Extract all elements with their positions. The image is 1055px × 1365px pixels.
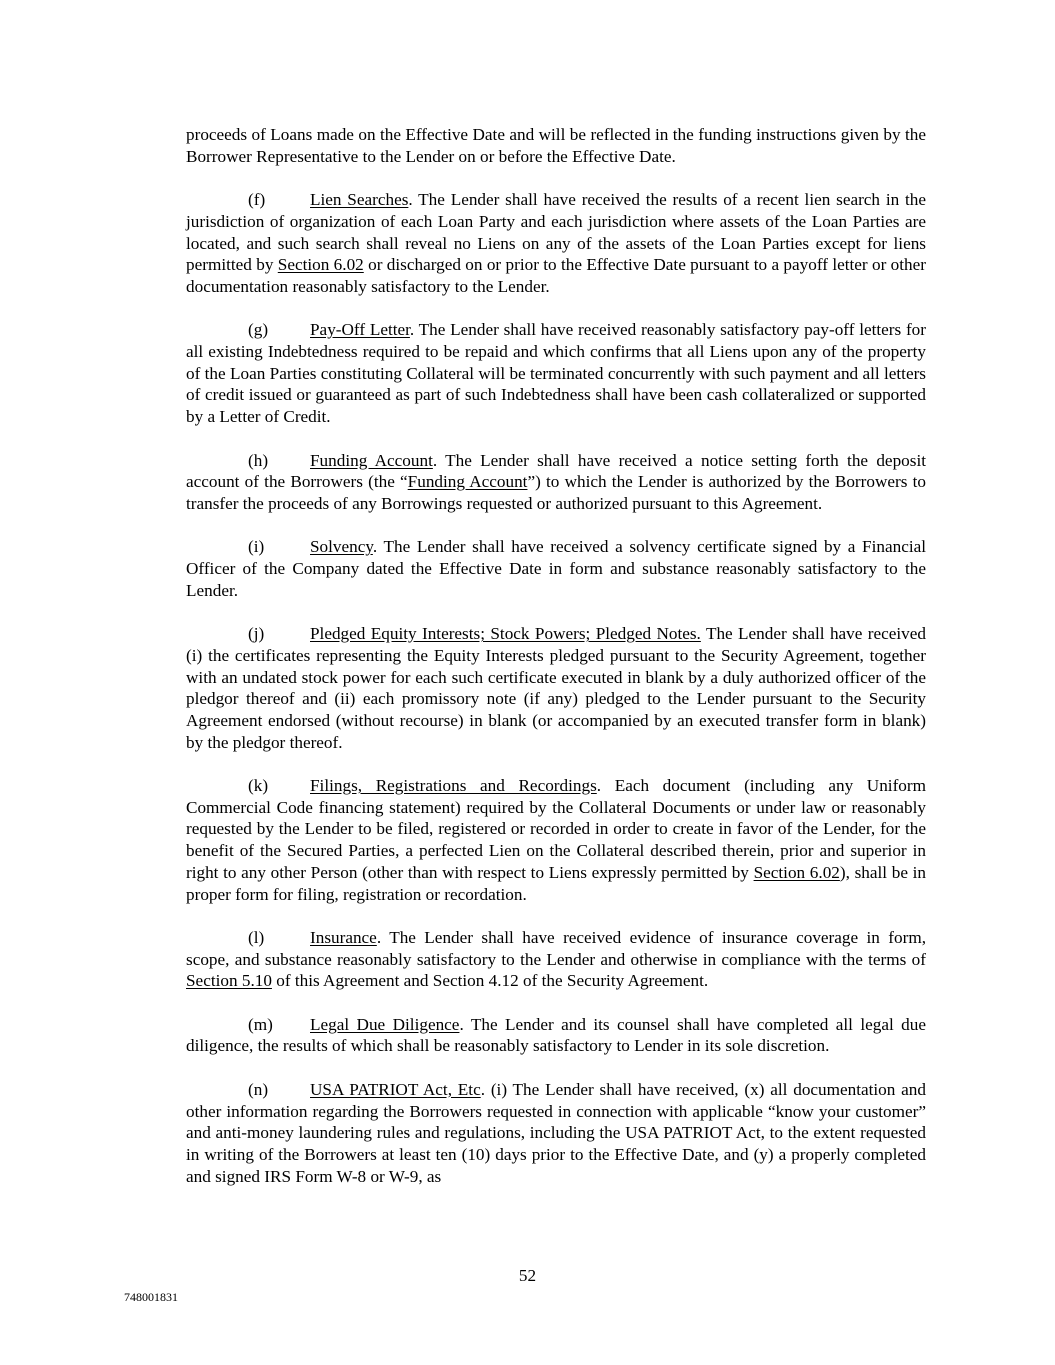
section-text: ”) to which the Lender is authorized by the Borrowers to transfer the proceeds of any Borrowings requested or authorized pursuant to this Agreement. <box>186 472 926 513</box>
section-paragraph <box>186 927 926 992</box>
continuation-paragraph: proceeds of Loans made on the Effective Date and will be reflected in the funding instructions given by the Borrower Representative to the Lender on or before the Effective Date. <box>186 125 926 166</box>
section-text: The Lender shall have received evidence of insurance coverage in form, scope, and substance reasonably satisfactory to the Lender and otherwise in compliance with the terms of <box>186 927 926 969</box>
section-heading: USA PATRIOT Act, Etc <box>310 1079 481 1099</box>
section-text: of this Agreement and Section 4.12 of the Security Agreement. <box>271 971 709 991</box>
heading-suffix: . <box>432 450 438 470</box>
document-id: 748001831 <box>124 1290 178 1304</box>
section-text: The Lender shall have received reasonably satisfactory pay-off letters for all existing Indebtedness required to be repaid and which confirms that all Liens upon any of the property of the Loan Parties constituting Collateral will be terminated concurrently with such payment and all letters of credit issued or guaranteed as part of such Indebtedness shall have been cash collateralized or supported by a Letter of Credit. <box>186 320 926 427</box>
document-body <box>186 124 926 1209</box>
section-paragraph <box>186 189 926 298</box>
section-text: Each document (including any Uniform Commercial Code financing statement) required by the Collateral Documents or under law or reasonably requested by the Lender to be filed, registered or recorded in order to create in favor of the Lender, for the benefit of the Secured Parties, a perfected Lien on the Collateral described therein, prior and superior in right to any other Person (other than with respect to Liens expressly permitted by <box>186 776 926 882</box>
heading-suffix: . <box>372 537 378 557</box>
cross-reference: Funding Account <box>407 472 528 492</box>
section-text: (i) The Lender shall have received, (x) all documentation and other information regarding the Borrowers requested in connection with applicable “know your customer” and anti-money laundering rules and regulations, including the USA PATRIOT Act, to the extent requested in writing of the Borrowers at least ten (10) days prior to the Effective Date, and (y) a properly completed and signed IRS Form W-8 or W-9, as <box>186 1079 926 1186</box>
section-paragraph <box>186 775 926 905</box>
section-marker: (g) <box>248 320 269 340</box>
section-paragraph <box>186 450 926 515</box>
cross-reference: Section 5.10 <box>186 971 272 991</box>
heading-suffix: . <box>459 1014 464 1034</box>
section-heading: Insurance <box>310 927 377 947</box>
section-marker: (m) <box>248 1014 273 1034</box>
section-text: The Lender shall have received a notice setting forth the deposit account of the Borrowers (the “ <box>186 450 926 492</box>
section-text: or discharged on or prior to the Effective Date pursuant to a payoff letter or other documentation reasonably satisfactory to the Lender. <box>186 255 926 296</box>
section-marker: (f) <box>248 190 266 210</box>
section-text: The Lender shall have received the results of a recent lien search in the jurisdiction of organization of each Loan Party and each jurisdiction where assets of the Loan Parties are located, and such search shall reveal no Liens on any of the assets of the Loan Parties except for liens permitted by <box>186 190 927 275</box>
section-text: The Lender shall have received (i) the certificates representing the Equity Interests pledged pursuant to the Security Agreement, together with an undated stock power for each such certificate executed in blank by a duly authorized officer of the pledgor thereof and (ii) each promissory note (if any) pledged to the Lender pursuant to the Security Agreement endorsed (without recourse) in blank (or accompanied by an executed transfer form in blank) by the pledgor thereof. <box>186 624 926 752</box>
section-paragraph <box>186 319 926 428</box>
section-text: ), shall be in proper form for filing, registration or recordation. <box>186 862 926 904</box>
heading-suffix: . <box>409 320 415 340</box>
section-heading: Pledged Equity Interests; Stock Powers; Pledged Notes. <box>310 624 701 644</box>
section-marker: (i) <box>248 537 265 557</box>
section-paragraph <box>186 536 926 601</box>
section-paragraph <box>186 1079 926 1188</box>
section-heading: Funding Account <box>310 450 433 470</box>
section-marker: (k) <box>248 776 269 795</box>
section-marker: (l) <box>248 927 265 947</box>
section-heading: Lien Searches <box>310 190 409 210</box>
heading-suffix: . <box>596 776 602 795</box>
section-paragraph <box>186 623 926 753</box>
section-text: The Lender and its counsel shall have completed all legal due diligence, the results of which shall be reasonably satisfactory to Lender in its sole discretion. <box>186 1014 926 1056</box>
heading-suffix: . <box>408 190 413 210</box>
section-heading: Filings, Registrations and Recordings <box>310 776 597 795</box>
section-paragraph <box>186 1014 926 1057</box>
heading-suffix: . <box>376 927 382 947</box>
section-heading: Solvency <box>310 537 373 557</box>
cross-reference: Section 6.02 <box>753 862 840 882</box>
section-heading: Legal Due Diligence <box>310 1014 460 1034</box>
section-marker: (n) <box>248 1079 269 1099</box>
section-heading: Pay-Off Letter <box>310 320 410 340</box>
section-text: The Lender shall have received a solvency certificate signed by a Financial Officer of the Company dated the Effective Date in form and substance reasonably satisfactory to the Lender. <box>186 537 926 600</box>
heading-suffix: . <box>480 1079 486 1099</box>
section-marker: (h) <box>248 450 269 470</box>
section-marker: (j) <box>248 624 265 644</box>
cross-reference: Section 6.02 <box>277 255 364 275</box>
page-number: 52 <box>518 1266 537 1285</box>
sections-list <box>186 189 926 1187</box>
